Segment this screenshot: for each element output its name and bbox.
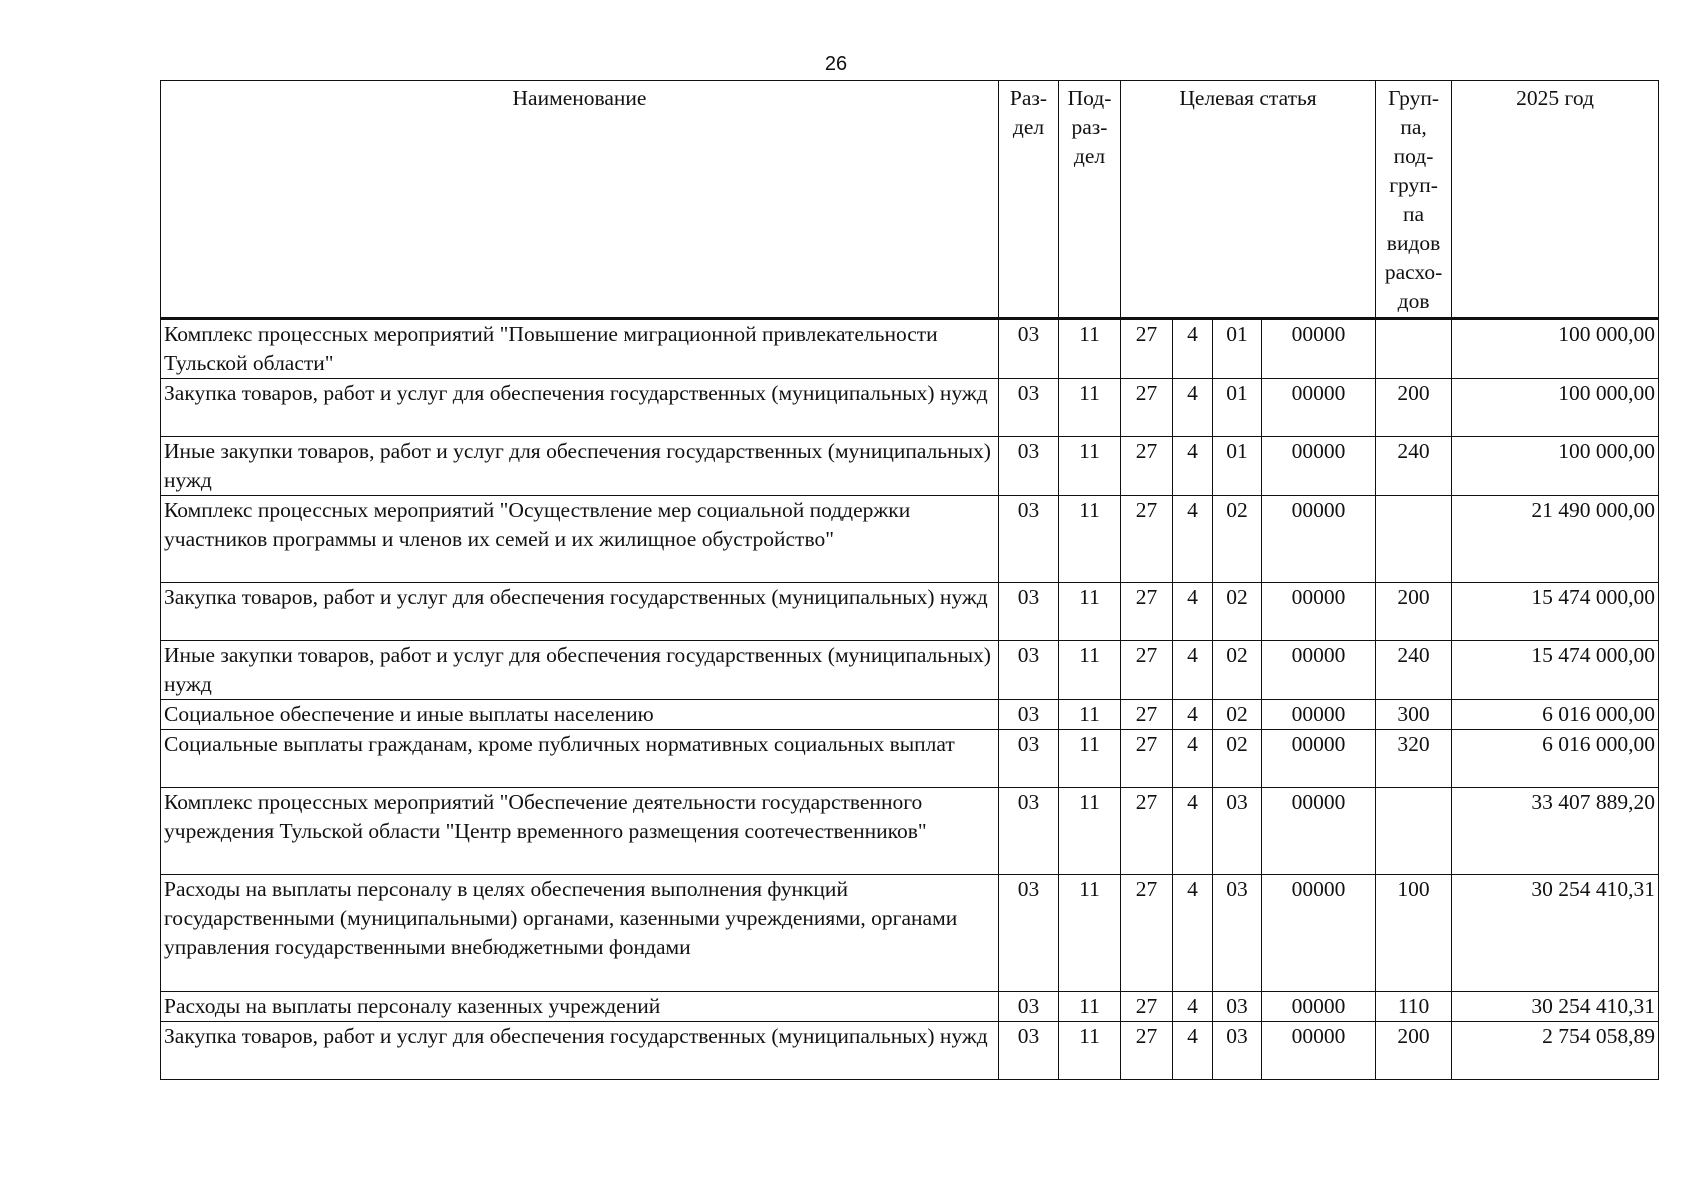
cell-amount: 6 016 000,00	[1452, 730, 1659, 788]
cell-target-program: 27	[1121, 641, 1173, 700]
header-target-article: Целевая статья	[1121, 81, 1376, 319]
table-row	[161, 583, 1659, 641]
cell-subsection: 11	[1059, 379, 1121, 437]
cell-target-direction: 00000	[1262, 583, 1376, 641]
cell-section: 03	[999, 379, 1059, 437]
cell-target-direction: 00000	[1262, 319, 1376, 379]
cell-section: 03	[999, 700, 1059, 730]
cell-section: 03	[999, 788, 1059, 875]
cell-target-program: 27	[1121, 319, 1173, 379]
cell-subsection: 11	[1059, 1022, 1121, 1080]
cell-name: Закупка товаров, работ и услуг для обеспечения государственных (муниципальных) нужд	[161, 1022, 999, 1080]
cell-section: 03	[999, 641, 1059, 700]
cell-amount: 15 474 000,00	[1452, 583, 1659, 641]
cell-target-program: 27	[1121, 437, 1173, 496]
cell-subsection: 11	[1059, 319, 1121, 379]
cell-name: Комплекс процессных мероприятий "Повышение миграционной привлекательности Тульской области"	[161, 319, 999, 379]
cell-target-type: 4	[1173, 319, 1213, 379]
cell-section: 03	[999, 583, 1059, 641]
cell-target-type: 4	[1173, 583, 1213, 641]
cell-target-program: 27	[1121, 788, 1173, 875]
table-row	[161, 437, 1659, 496]
cell-expense-group	[1376, 319, 1452, 379]
cell-target-complex: 03	[1213, 875, 1262, 992]
table-row	[161, 496, 1659, 583]
cell-expense-group: 200	[1376, 379, 1452, 437]
cell-target-complex: 02	[1213, 700, 1262, 730]
cell-target-program: 27	[1121, 700, 1173, 730]
cell-target-type: 4	[1173, 992, 1213, 1022]
cell-amount: 6 016 000,00	[1452, 700, 1659, 730]
cell-amount: 30 254 410,31	[1452, 875, 1659, 992]
cell-target-type: 4	[1173, 496, 1213, 583]
page-number: 26	[824, 53, 848, 75]
cell-target-complex: 03	[1213, 788, 1262, 875]
table-row	[161, 641, 1659, 700]
cell-target-type: 4	[1173, 379, 1213, 437]
cell-amount: 15 474 000,00	[1452, 641, 1659, 700]
cell-target-program: 27	[1121, 1022, 1173, 1080]
cell-target-type: 4	[1173, 788, 1213, 875]
header-subsection: Под- раз- дел	[1059, 81, 1121, 319]
cell-subsection: 11	[1059, 875, 1121, 992]
cell-target-complex: 03	[1213, 992, 1262, 1022]
cell-target-direction: 00000	[1262, 992, 1376, 1022]
cell-expense-group: 110	[1376, 992, 1452, 1022]
cell-name: Расходы на выплаты персоналу в целях обеспечения выполнения функций государственными (муниципальными) органами, казенными учреждениями, органами управления государственными внебюджетными фондами	[161, 875, 999, 992]
cell-target-complex: 02	[1213, 496, 1262, 583]
table-row	[161, 700, 1659, 730]
cell-amount: 100 000,00	[1452, 319, 1659, 379]
cell-target-complex: 02	[1213, 641, 1262, 700]
cell-target-program: 27	[1121, 379, 1173, 437]
cell-subsection: 11	[1059, 496, 1121, 583]
cell-name: Социальное обеспечение и иные выплаты населению	[161, 700, 999, 730]
header-expense-group: Груп- па, под- груп- па видов расхо- дов	[1376, 81, 1452, 319]
table-row	[161, 788, 1659, 875]
cell-target-type: 4	[1173, 437, 1213, 496]
cell-target-direction: 00000	[1262, 437, 1376, 496]
cell-expense-group: 200	[1376, 1022, 1452, 1080]
table-row	[161, 875, 1659, 992]
cell-amount: 100 000,00	[1452, 437, 1659, 496]
table-header-row	[161, 81, 1659, 319]
cell-target-complex: 01	[1213, 319, 1262, 379]
cell-section: 03	[999, 992, 1059, 1022]
table-row	[161, 1022, 1659, 1080]
cell-target-complex: 01	[1213, 437, 1262, 496]
table-body	[161, 319, 1659, 1080]
cell-section: 03	[999, 496, 1059, 583]
cell-subsection: 11	[1059, 992, 1121, 1022]
cell-target-complex: 02	[1213, 583, 1262, 641]
cell-name: Расходы на выплаты персоналу казенных учреждений	[161, 992, 999, 1022]
cell-target-program: 27	[1121, 730, 1173, 788]
cell-subsection: 11	[1059, 788, 1121, 875]
budget-table	[160, 80, 1659, 1080]
cell-target-direction: 00000	[1262, 875, 1376, 992]
cell-target-type: 4	[1173, 1022, 1213, 1080]
cell-name: Комплекс процессных мероприятий "Обеспечение деятельности государственного учреждения Тульской области "Центр временного размещения соотечественников"	[161, 788, 999, 875]
cell-target-program: 27	[1121, 875, 1173, 992]
cell-target-type: 4	[1173, 641, 1213, 700]
cell-target-direction: 00000	[1262, 730, 1376, 788]
cell-subsection: 11	[1059, 583, 1121, 641]
cell-section: 03	[999, 437, 1059, 496]
table-row	[161, 992, 1659, 1022]
cell-name: Иные закупки товаров, работ и услуг для обеспечения государственных (муниципальных) нужд	[161, 437, 999, 496]
cell-amount: 100 000,00	[1452, 379, 1659, 437]
cell-target-program: 27	[1121, 496, 1173, 583]
table-row	[161, 319, 1659, 379]
cell-target-type: 4	[1173, 730, 1213, 788]
cell-amount: 2 754 058,89	[1452, 1022, 1659, 1080]
cell-subsection: 11	[1059, 437, 1121, 496]
cell-expense-group: 300	[1376, 700, 1452, 730]
cell-name: Закупка товаров, работ и услуг для обеспечения государственных (муниципальных) нужд	[161, 379, 999, 437]
cell-name: Иные закупки товаров, работ и услуг для обеспечения государственных (муниципальных) нужд	[161, 641, 999, 700]
cell-subsection: 11	[1059, 641, 1121, 700]
cell-expense-group: 240	[1376, 641, 1452, 700]
table-row	[161, 379, 1659, 437]
cell-subsection: 11	[1059, 730, 1121, 788]
cell-target-complex: 02	[1213, 730, 1262, 788]
table-row	[161, 730, 1659, 788]
cell-section: 03	[999, 730, 1059, 788]
cell-target-direction: 00000	[1262, 496, 1376, 583]
cell-target-direction: 00000	[1262, 379, 1376, 437]
header-name: Наименование	[161, 81, 999, 319]
cell-name: Комплекс процессных мероприятий "Осуществление мер социальной поддержки участников программы и членов их семей и их жилищное обустройство"	[161, 496, 999, 583]
cell-target-type: 4	[1173, 700, 1213, 730]
cell-name: Социальные выплаты гражданам, кроме публичных нормативных социальных выплат	[161, 730, 999, 788]
header-year: 2025 год	[1452, 81, 1659, 319]
cell-expense-group: 100	[1376, 875, 1452, 992]
cell-target-complex: 01	[1213, 379, 1262, 437]
cell-target-direction: 00000	[1262, 641, 1376, 700]
cell-section: 03	[999, 875, 1059, 992]
cell-section: 03	[999, 319, 1059, 379]
cell-subsection: 11	[1059, 700, 1121, 730]
cell-target-direction: 00000	[1262, 700, 1376, 730]
cell-expense-group: 200	[1376, 583, 1452, 641]
cell-target-direction: 00000	[1262, 788, 1376, 875]
cell-amount: 30 254 410,31	[1452, 992, 1659, 1022]
cell-expense-group: 320	[1376, 730, 1452, 788]
cell-expense-group: 240	[1376, 437, 1452, 496]
header-section: Раз- дел	[999, 81, 1059, 319]
cell-amount: 33 407 889,20	[1452, 788, 1659, 875]
cell-target-type: 4	[1173, 875, 1213, 992]
cell-target-direction: 00000	[1262, 1022, 1376, 1080]
cell-name: Закупка товаров, работ и услуг для обеспечения государственных (муниципальных) нужд	[161, 583, 999, 641]
cell-target-complex: 03	[1213, 1022, 1262, 1080]
cell-target-program: 27	[1121, 583, 1173, 641]
cell-section: 03	[999, 1022, 1059, 1080]
cell-target-program: 27	[1121, 992, 1173, 1022]
cell-expense-group	[1376, 788, 1452, 875]
cell-expense-group	[1376, 496, 1452, 583]
cell-amount: 21 490 000,00	[1452, 496, 1659, 583]
